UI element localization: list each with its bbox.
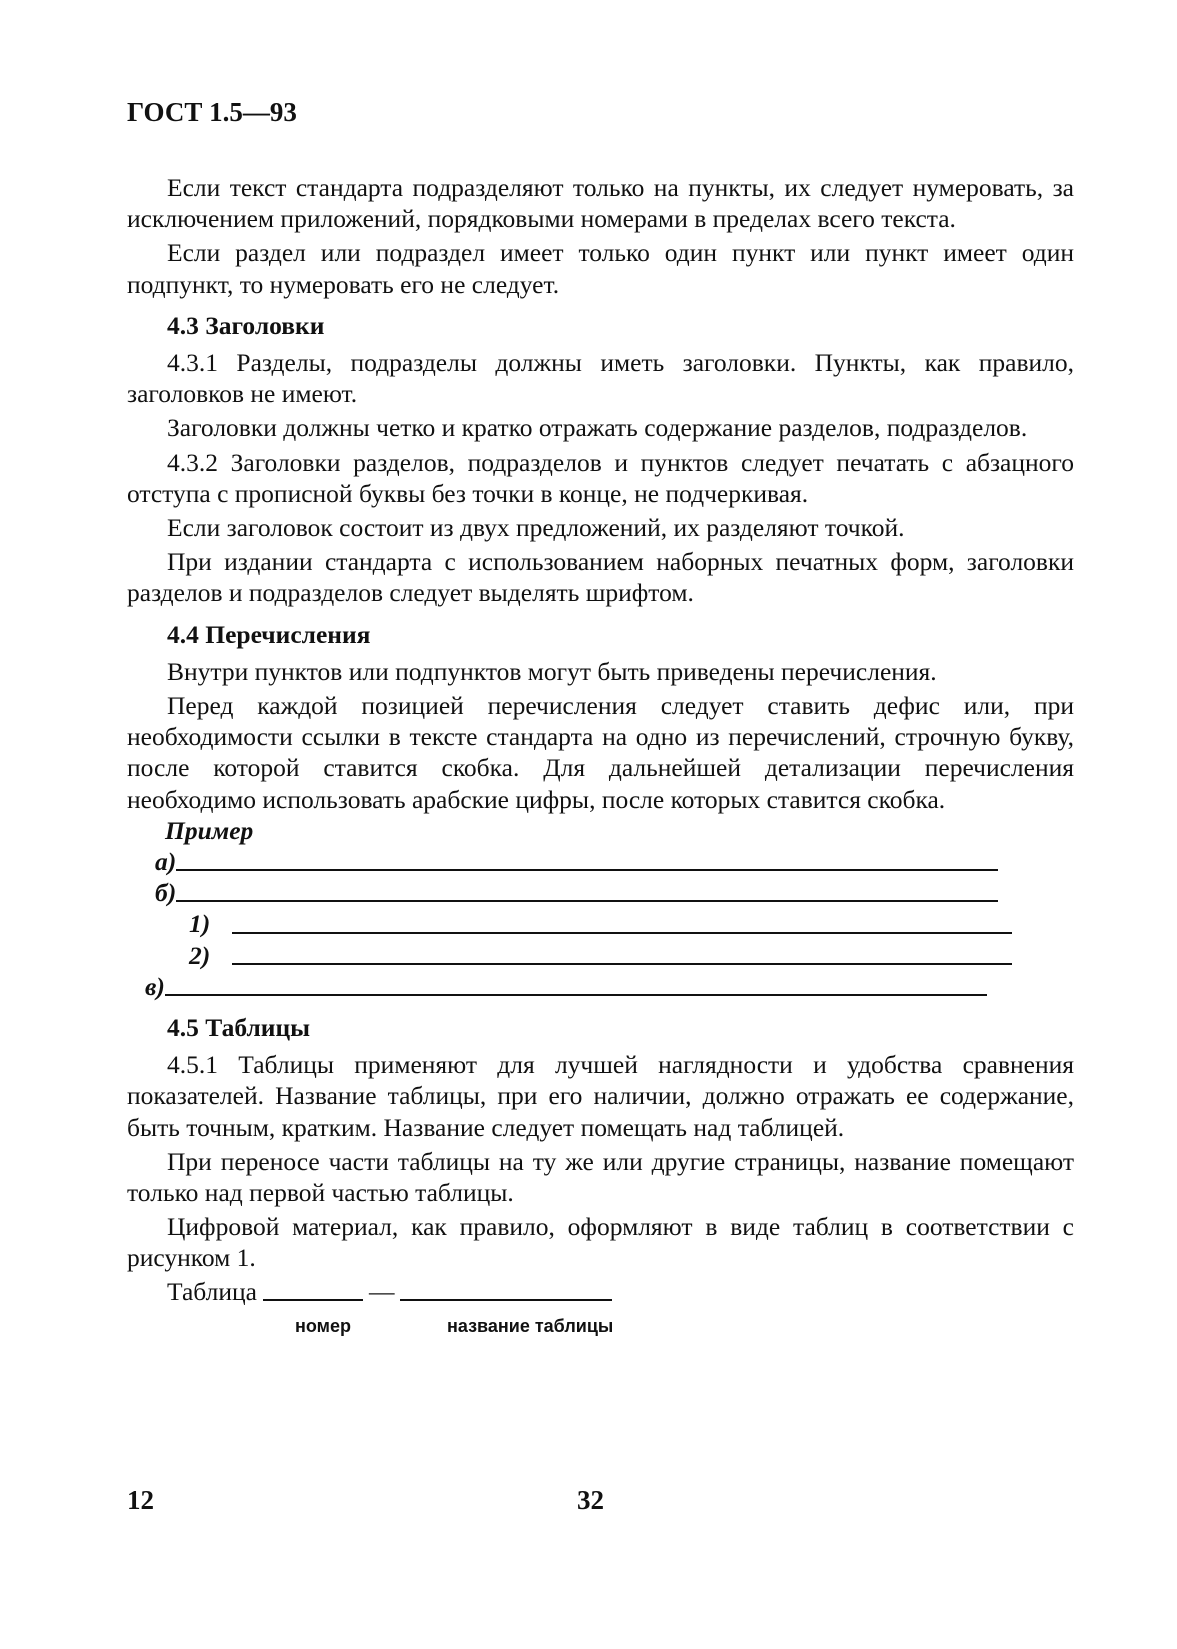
blank-line <box>232 932 1012 934</box>
page-number-left: 12 <box>127 1485 154 1515</box>
list-marker: в) <box>145 971 165 1001</box>
blank-line <box>165 994 987 996</box>
s43-paragraph-3: 4.3.2 Заголовки разделов, подразделов и пунктов следует печатать с абзацного отступа с прописной буквы без точки в конце, не подчеркивая. <box>127 447 1074 508</box>
s44-paragraph-2: Перед каждой позицией перечисления следует ставить дефис или, при необходимости ссылки в тексте стандарта на одно из перечислений, строчную букву, после которой ставится скобка. Для дальнейшей детализации перечисления необходимо использовать арабские цифры, после которых ставится скобка. <box>127 691 1074 814</box>
section-4-5-title: 4.5 Таблицы <box>167 1013 311 1042</box>
table-caption-subscripts <box>127 1307 1074 1335</box>
table-caption-template <box>167 1276 1074 1307</box>
s43-paragraph-2: Заголовки должны четко и кратко отражать содержание разделов, подразделов. <box>167 413 1028 443</box>
s44-paragraph-1: Внутри пунктов или подпунктов могут быть приведены перечисления. <box>167 656 937 686</box>
list-item <box>127 846 1074 877</box>
table-number-blank <box>263 1299 363 1301</box>
s45-paragraph-2: При переносе части таблицы на ту же или другие страницы, название помещают только над первой частью таблицы. <box>127 1146 1074 1208</box>
intro-paragraph-1: Если текст стандарта подразделяют только на пункты, их следует нумеровать, за исключением приложений, порядковыми номерами в пределах всего текста. <box>127 173 1074 234</box>
example-list <box>127 846 1074 1002</box>
blank-line <box>232 963 1012 965</box>
blank-line <box>176 900 998 902</box>
page-number-center: 32 <box>577 1485 604 1515</box>
s43-paragraph-5: При издании стандарта с использованием наборных печатных форм, заголовки разделов и подразделов следует выделять шрифтом. <box>127 547 1074 608</box>
s43-paragraph-4: Если заголовок состоит из двух предложений, их разделяют точкой. <box>167 513 905 543</box>
list-marker: 1) <box>189 909 211 939</box>
s43-paragraph-1: 4.3.1 Разделы, подразделы должны иметь заголовки. Пункты, как правило, заголовков не имеют. <box>127 348 1074 409</box>
blank-line <box>176 869 998 871</box>
section-4-3-title: 4.3 Заголовки <box>167 310 325 340</box>
s45-paragraph-1: 4.5.1 Таблицы применяют для лучшей наглядности и удобства сравнения показателей. Название таблицы, при его наличии, должно отражать ее содержание, быть точным, кратким. Название следует помещать над таблицей. <box>127 1050 1074 1142</box>
table-dash: — <box>368 1276 395 1306</box>
s45-paragraph-3: Цифровой материал, как правило, оформляют в виде таблиц в соответствии с рисунком 1. <box>127 1212 1074 1273</box>
name-caption: название таблицы <box>447 1315 614 1336</box>
list-marker: б) <box>155 878 177 908</box>
page-header: ГОСТ 1.5—93 <box>127 97 297 127</box>
table-label: Таблица <box>167 1276 257 1306</box>
list-marker: а) <box>155 847 177 877</box>
list-item <box>127 971 1074 1002</box>
number-caption: номер <box>295 1315 351 1336</box>
list-item <box>127 908 1074 939</box>
intro-paragraph-2: Если раздел или подраздел имеет только один пункт или пункт имеет один подпункт, то нумеровать его не следует. <box>127 238 1074 299</box>
section-4-4-title: 4.4 Перечисления <box>167 619 371 649</box>
example-title: Пример <box>165 815 254 845</box>
list-marker: 2) <box>189 940 211 970</box>
list-item <box>127 877 1074 908</box>
list-item <box>127 940 1074 971</box>
table-name-blank <box>400 1299 612 1301</box>
page-content <box>127 172 1074 1335</box>
